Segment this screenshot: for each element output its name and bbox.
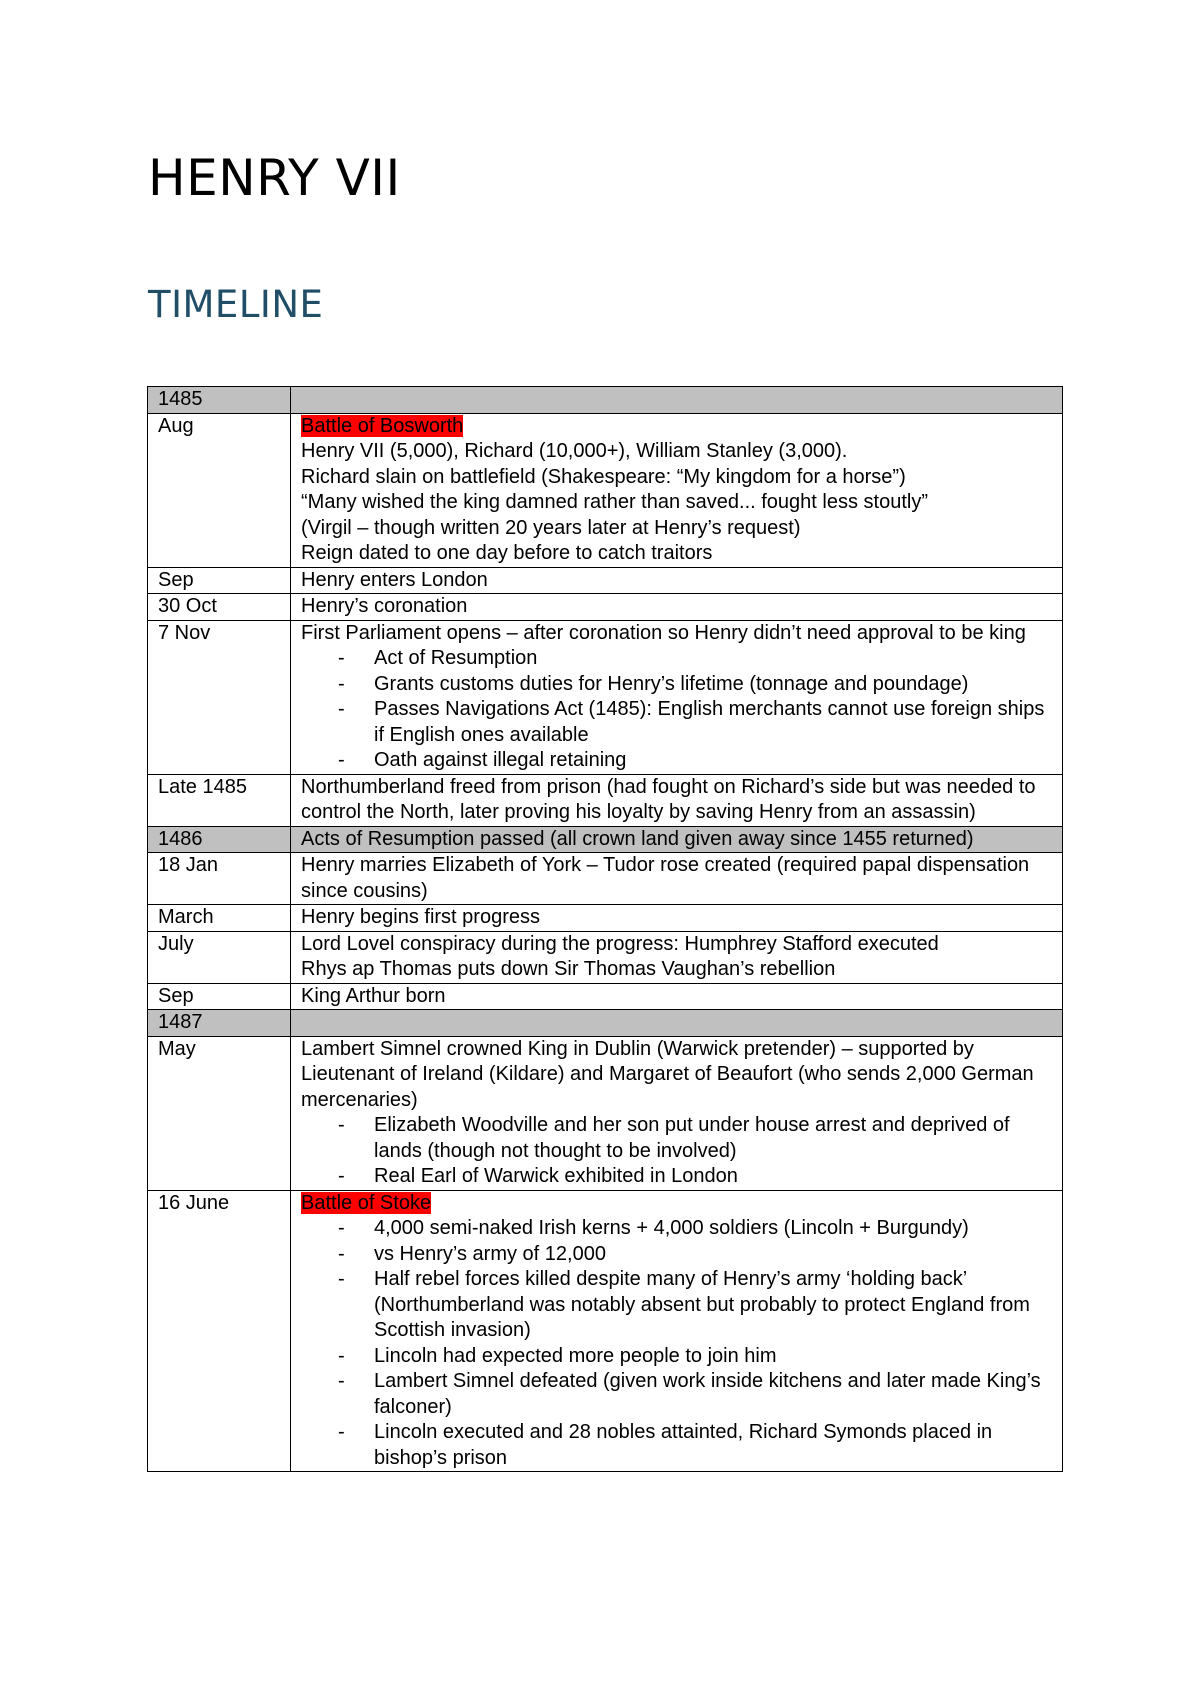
table-row: [148, 826, 1063, 853]
list-item: - Lincoln had expected more people to join him: [301, 1344, 1052, 1370]
date-cell: 30 Oct: [148, 594, 291, 621]
event-cell: Henry begins first progress: [291, 905, 1063, 932]
list-item: - Lambert Simnel defeated (given work inside kitchens and later made King’s falconer): [301, 1369, 1052, 1420]
table-row: [148, 931, 1063, 983]
event-cell: Henry enters London: [291, 567, 1063, 594]
event-line: Henry VII (5,000), Richard (10,000+), William Stanley (3,000).: [301, 440, 848, 462]
event-cell: [291, 931, 1063, 983]
highlighted-event: Battle of Stoke: [301, 1191, 432, 1214]
table-row: [148, 413, 1063, 567]
date-cell: May: [148, 1036, 291, 1190]
list-item: - Grants customs duties for Henry’s lifetime (tonnage and poundage): [301, 672, 1052, 698]
table-row: [148, 387, 1063, 414]
date-cell: Sep: [148, 983, 291, 1010]
date-cell: Late 1485: [148, 774, 291, 826]
date-cell: March: [148, 905, 291, 932]
table-row: [148, 1190, 1063, 1472]
date-cell: 1486: [148, 826, 291, 853]
list-item: - Half rebel forces killed despite many of Henry’s army ‘holding back’ (Northumberland was notably absent but probably to protect England from Scottish invasion): [301, 1267, 1052, 1344]
event-cell: [291, 1010, 1063, 1037]
list-item: - Act of Resumption: [301, 646, 1052, 672]
date-cell: 18 Jan: [148, 853, 291, 905]
list-item: - Real Earl of Warwick exhibited in London: [301, 1164, 1052, 1190]
event-line: Rhys ap Thomas puts down Sir Thomas Vaughan’s rebellion: [301, 958, 836, 980]
event-cell: [291, 387, 1063, 414]
event-line: First Parliament opens – after coronation so Henry didn’t need approval to be king: [301, 621, 1026, 644]
event-line: Richard slain on battlefield (Shakespeare: “My kingdom for a horse”): [301, 465, 906, 488]
event-line: Lambert Simnel crowned King in Dublin (Warwick pretender) – supported by Lieutenant of Ireland (Kildare) and Margaret of Beaufort (who sends 2,000 German mercenaries): [301, 1037, 1034, 1111]
event-cell: Henry marries Elizabeth of York – Tudor rose created (required papal dispensation since cousins): [291, 853, 1063, 905]
event-cell: Northumberland freed from prison (had fought on Richard’s side but was needed to control the North, later proving his loyalty by saving Henry from an assassin): [291, 774, 1063, 826]
event-cell: [291, 620, 1063, 774]
table-row: [148, 1036, 1063, 1190]
highlighted-event: Battle of Bosworth: [301, 414, 464, 437]
date-cell: 16 June: [148, 1190, 291, 1472]
date-cell: Aug: [148, 413, 291, 567]
table-row: [148, 774, 1063, 826]
date-cell: 1487: [148, 1010, 291, 1037]
event-line: “Many wished the king damned rather than saved... fought less stoutly”: [301, 491, 929, 513]
list-item: - Elizabeth Woodville and her son put under house arrest and deprived of lands (though not thought to be involved): [301, 1113, 1052, 1164]
event-cell: [291, 413, 1063, 567]
event-cell: [291, 1190, 1063, 1472]
date-cell: 1485: [148, 387, 291, 414]
bullet-list: [301, 1113, 1052, 1190]
list-item: - vs Henry’s army of 12,000: [301, 1242, 1052, 1268]
table-row: [148, 983, 1063, 1010]
table-row: [148, 1010, 1063, 1037]
table-row: [148, 594, 1063, 621]
bullet-list: [301, 1216, 1052, 1471]
table-row: [148, 905, 1063, 932]
timeline-table: [147, 386, 1063, 1472]
event-line: Reign dated to one day before to catch traitors: [301, 542, 713, 564]
table-row: [148, 853, 1063, 905]
event-cell: Henry’s coronation: [291, 594, 1063, 621]
list-item: - Lincoln executed and 28 nobles attainted, Richard Symonds placed in bishop’s prison: [301, 1420, 1052, 1471]
section-title: TIMELINE: [148, 283, 324, 326]
event-cell: King Arthur born: [291, 983, 1063, 1010]
date-cell: Sep: [148, 567, 291, 594]
date-cell: July: [148, 931, 291, 983]
table-row: [148, 567, 1063, 594]
event-line: Lord Lovel conspiracy during the progress: Humphrey Stafford executed: [301, 932, 939, 955]
list-item: - Oath against illegal retaining: [301, 748, 1052, 774]
list-item: - 4,000 semi-naked Irish kerns + 4,000 soldiers (Lincoln + Burgundy): [301, 1216, 1052, 1242]
table-row: [148, 620, 1063, 774]
bullet-list: [301, 646, 1052, 774]
list-item: - Passes Navigations Act (1485): English merchants cannot use foreign ships if English ones available: [301, 697, 1052, 748]
event-line: (Virgil – though written 20 years later at Henry’s request): [301, 516, 801, 539]
date-cell: 7 Nov: [148, 620, 291, 774]
event-cell: Acts of Resumption passed (all crown land given away since 1455 returned): [291, 826, 1063, 853]
event-cell: [291, 1036, 1063, 1190]
page-title: HENRY VII: [148, 149, 401, 207]
